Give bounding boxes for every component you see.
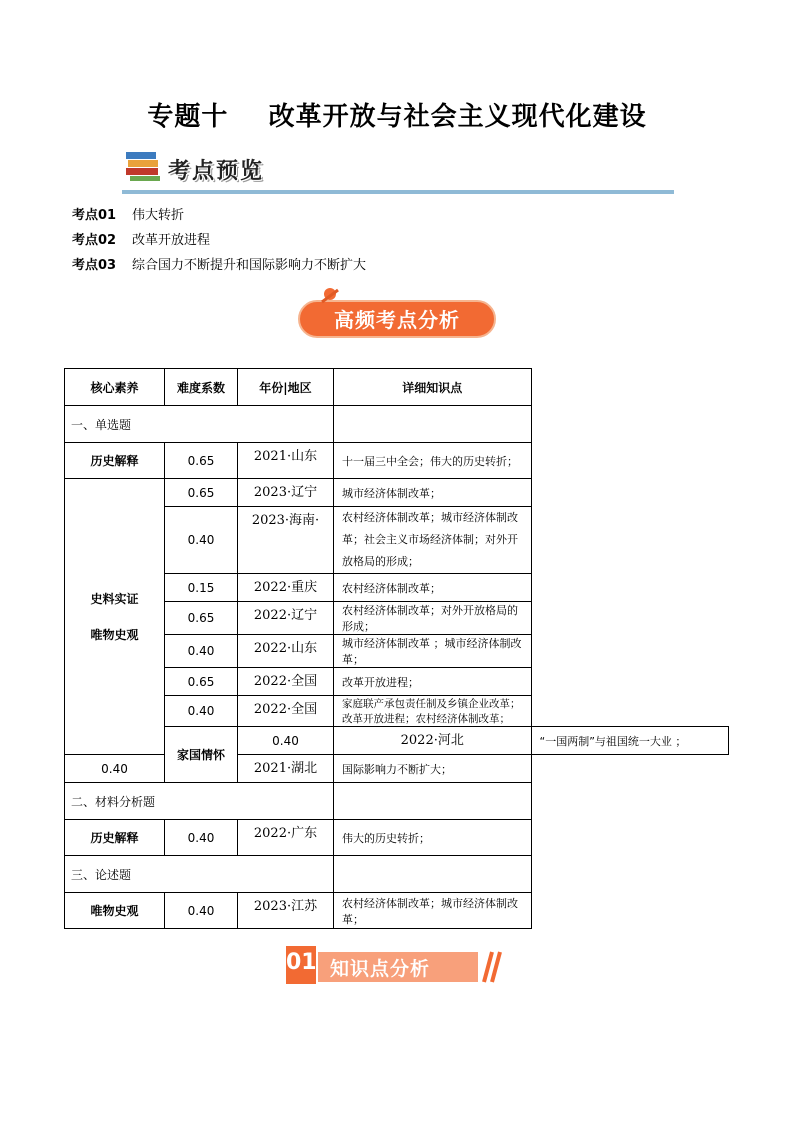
analysis-banner [298,286,496,340]
difficulty-cell: 0.40 [165,635,238,668]
empty-cell [334,783,532,820]
kaodian-number: 考点02 [72,233,117,248]
group-cell: 历史解释 [65,820,165,856]
knowledge-banner-label: 知识点分析 [330,958,431,980]
column-header: 详细知识点 [334,369,532,406]
table-row [65,696,729,727]
table-row [65,820,729,856]
difficulty-cell: 0.65 [165,602,238,635]
year-region-cell: 2022·河北 [334,727,532,755]
year-region-cell: 2021·山东 [238,443,334,479]
difficulty-cell: 0.65 [165,443,238,479]
table-row [65,727,729,755]
detail-cell: 改革开放进程； [334,668,532,696]
section-row [65,856,729,893]
column-header: 年份|地区 [238,369,334,406]
detail-cell: 家庭联产承包责任制及乡镇企业改革；改革开放进程；农村经济体制改革； [334,696,532,727]
knowledge-banner-number: 01 [286,946,316,984]
kaodian-text: 综合国力不断提升和国际影响力不断扩大 [132,258,367,273]
year-region-cell: 2022·辽宁 [238,602,334,635]
table-row [65,479,729,507]
difficulty-cell: 0.40 [238,727,334,755]
detail-cell: “一国两制”与祖国统一大业 ； [531,727,729,755]
detail-cell: 国际影响力不断扩大； [334,755,532,783]
difficulty-cell: 0.40 [165,696,238,727]
year-region-cell: 2023·辽宁 [238,479,334,507]
table-row [65,635,729,668]
detail-cell: 伟大的历史转折； [334,820,532,856]
difficulty-cell: 0.65 [165,479,238,507]
slash-stripes-icon [476,950,506,984]
table-row [65,893,729,929]
preview-banner-label: 考点预览 [168,159,265,184]
empty-cell [334,856,532,893]
detail-cell: 城市经济体制改革； [334,479,532,507]
section-label: 三、论述题 [65,856,334,893]
section-row [65,406,729,443]
group-label: 唯物史观 [90,627,139,642]
group-cell [65,479,165,755]
table-row [65,755,729,783]
difficulty-cell: 0.40 [165,893,238,929]
detail-cell: 十一届三中全会；伟大的历史转折； [334,443,532,479]
kaodian-number: 考点03 [72,258,117,273]
kaodian-item [72,229,210,248]
table-row [65,602,729,635]
year-region-cell: 2022·全国 [238,696,334,727]
year-region-cell: 2022·重庆 [238,574,334,602]
section-label: 二、材料分析题 [65,783,334,820]
group-cell: 家国情怀 [165,727,238,783]
table-row [65,574,729,602]
kaodian-text: 伟大转折 [132,208,185,223]
table-row [65,443,729,479]
kaodian-number: 考点01 [72,208,117,223]
difficulty-cell: 0.40 [165,820,238,856]
detail-cell: 农村经济体制改革；对外开放格局的形成； [334,602,532,635]
column-header: 难度系数 [165,369,238,406]
year-region-cell: 2023·海南· [238,507,334,574]
difficulty-cell: 0.40 [165,507,238,574]
banner-rule [122,190,674,194]
detail-cell: 城市经济体制改革 ；城市经济体制改革； [334,635,532,668]
difficulty-cell: 0.40 [65,755,165,783]
section-row [65,783,729,820]
year-region-cell: 2022·山东 [238,635,334,668]
knowledge-banner [286,946,510,988]
group-cell: 历史解释 [65,443,165,479]
table-row [65,507,729,574]
exam-table [64,368,729,929]
table-row [65,668,729,696]
books-icon [124,148,164,182]
kaodian-text: 改革开放进程 [132,233,211,248]
analysis-banner-label: 高频考点分析 [334,308,460,332]
column-header: 核心素养 [65,369,165,406]
difficulty-cell: 0.15 [165,574,238,602]
year-region-cell: 2022·全国 [238,668,334,696]
group-cell: 唯物史观 [65,893,165,929]
kaodian-item [72,254,366,273]
table-header-row [65,369,729,406]
kaodian-item [72,204,184,223]
page-title: 专题十 改革开放与社会主义现代化建设 [147,102,647,132]
difficulty-cell: 0.65 [165,668,238,696]
group-label: 史料实证 [90,591,139,606]
section-label: 一、单选题 [65,406,334,443]
year-region-cell: 2021·湖北 [238,755,334,783]
detail-cell: 农村经济体制改革； [334,574,532,602]
pin-icon [318,286,342,306]
year-region-cell: 2023·江苏 [238,893,334,929]
detail-cell: 农村经济体制改革；城市经济体制改革； [334,893,532,929]
detail-cell: 农村经济体制改革；城市经济体制改革；社会主义市场经济体制；对外开放格局的形成； [334,507,532,574]
year-region-cell: 2022·广东 [238,820,334,856]
empty-cell [334,406,532,443]
preview-banner [122,146,674,194]
